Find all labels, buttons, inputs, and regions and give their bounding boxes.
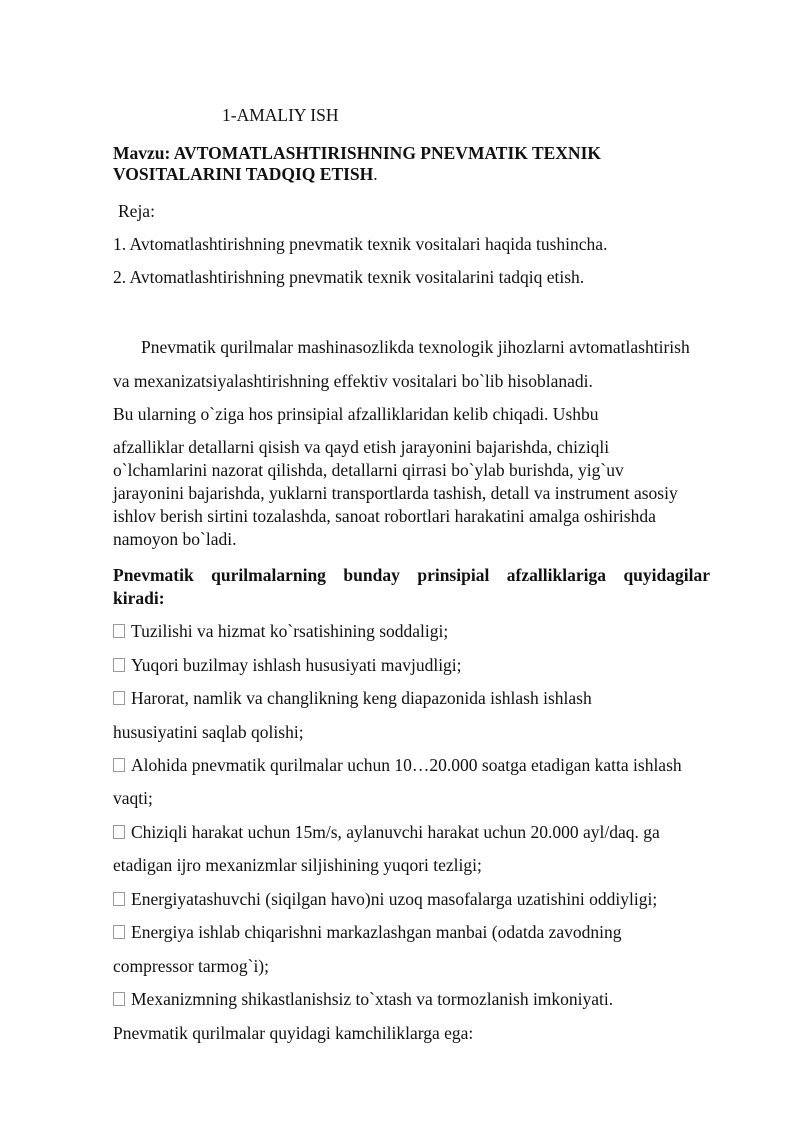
advantage-item: [113, 687, 592, 709]
advantage-item: [113, 921, 622, 943]
topic-line-2: [113, 163, 378, 185]
advantage-cont: compressor tarmog`i);: [113, 956, 269, 976]
plan-item: 2. Avtomatlashtirishning pnevmatik texnik vositalarini tadqiq etish.: [113, 267, 585, 287]
bullet-icon: [113, 691, 125, 705]
advantage-item: [113, 988, 613, 1010]
paragraph-line: Pnevmatik qurilmalar mashinasozlikda texnologik jihozlarni avtomatlashtirish: [141, 337, 690, 357]
plan-item: 1. Avtomatlashtirishning pnevmatik texnik vositalari haqida tushincha.: [113, 234, 608, 254]
bullet-icon: [113, 925, 125, 939]
advantage-text: Mexanizmning shikastlanishsiz to`xtash va tormozlanish imkoniyati.: [131, 989, 614, 1009]
bullet-icon: [113, 658, 125, 672]
advantage-item: [113, 654, 462, 676]
paragraph-line: Bu ularning o`ziga hos prinsipial afzalliklaridan kelib chiqadi. Ushbu: [113, 404, 599, 424]
advantages-heading-cont: kiradi:: [113, 588, 165, 608]
paragraph-line: jarayonini bajarishda, yuklarni transportlarda tashish, detall va instrument asosiy: [113, 483, 678, 503]
topic-end: .: [373, 164, 378, 184]
bullet-icon: [113, 624, 125, 638]
advantage-text: Chiziqli harakat uchun 15m/s, aylanuvchi harakat uchun 20.000 ayl/daq. ga: [131, 822, 660, 842]
advantage-text: Yuqori buzilmay ishlash hususiyati mavjudligi;: [131, 655, 462, 675]
paragraph-line: namoyon bo`ladi.: [113, 529, 237, 549]
topic-line-1: [113, 142, 601, 164]
paragraph-line: va mexanizatsiyalashtirishning effektiv vositalari bo`lib hisoblanadi.: [113, 371, 593, 391]
advantage-item: [113, 620, 448, 642]
bullet-icon: [113, 992, 125, 1006]
advantage-text: Harorat, namlik va changlikning keng diapazonida ishlash ishlash: [131, 688, 592, 708]
advantage-text: Tuzilishi va hizmat ko`rsatishining soddaligi;: [131, 621, 449, 641]
advantage-cont: hususiyatini saqlab qolishi;: [113, 722, 304, 742]
advantage-text: Energiyatashuvchi (siqilgan havo)ni uzoq masofalarga uzatishini oddiyligi;: [131, 889, 658, 909]
paragraph-line: o`lchamlarini nazorat qilishda, detallarni qirrasi bo`ylab burishda, yig`uv: [113, 460, 624, 480]
bullet-icon: [113, 758, 125, 772]
advantages-heading: Pnevmatik qurilmalarning bunday prinsipial afzalliklariga quyidagilar: [113, 565, 710, 585]
topic-label: Mavzu:: [113, 143, 171, 163]
advantage-text: Alohida pnevmatik qurilmalar uchun 10…20.000 soatga etadigan katta ishlash: [131, 755, 682, 775]
advantage-item: [113, 888, 657, 910]
plan-label: Reja:: [118, 201, 155, 221]
topic-text-2: VOSITALARINI TADQIQ ETISH: [113, 164, 374, 184]
topic-text-1: AVTOMATLASHTIRISHNING PNEVMATIK TEXNIK: [173, 143, 601, 163]
advantage-item: [113, 821, 660, 843]
advantage-text: Energiya ishlab chiqarishni markazlashgan manbai (odatda zavodning: [131, 922, 622, 942]
closing-line: Pnevmatik qurilmalar quyidagi kamchiliklarga ega:: [113, 1023, 474, 1043]
paragraph-line: ishlov berish sirtini tozalashda, sanoat robortlari harakatini amalga oshirishda: [113, 506, 656, 526]
advantage-item: [113, 754, 682, 776]
advantage-cont: vaqti;: [113, 788, 153, 808]
bullet-icon: [113, 825, 125, 839]
paragraph-line: afzalliklar detallarni qisish va qayd etish jarayonini bajarishda, chiziqli: [113, 437, 610, 457]
bullet-icon: [113, 892, 125, 906]
page-title: 1-AMALIY ISH: [222, 105, 339, 125]
advantage-cont: etadigan ijro mexanizmlar siljishining yuqori tezligi;: [113, 855, 482, 875]
